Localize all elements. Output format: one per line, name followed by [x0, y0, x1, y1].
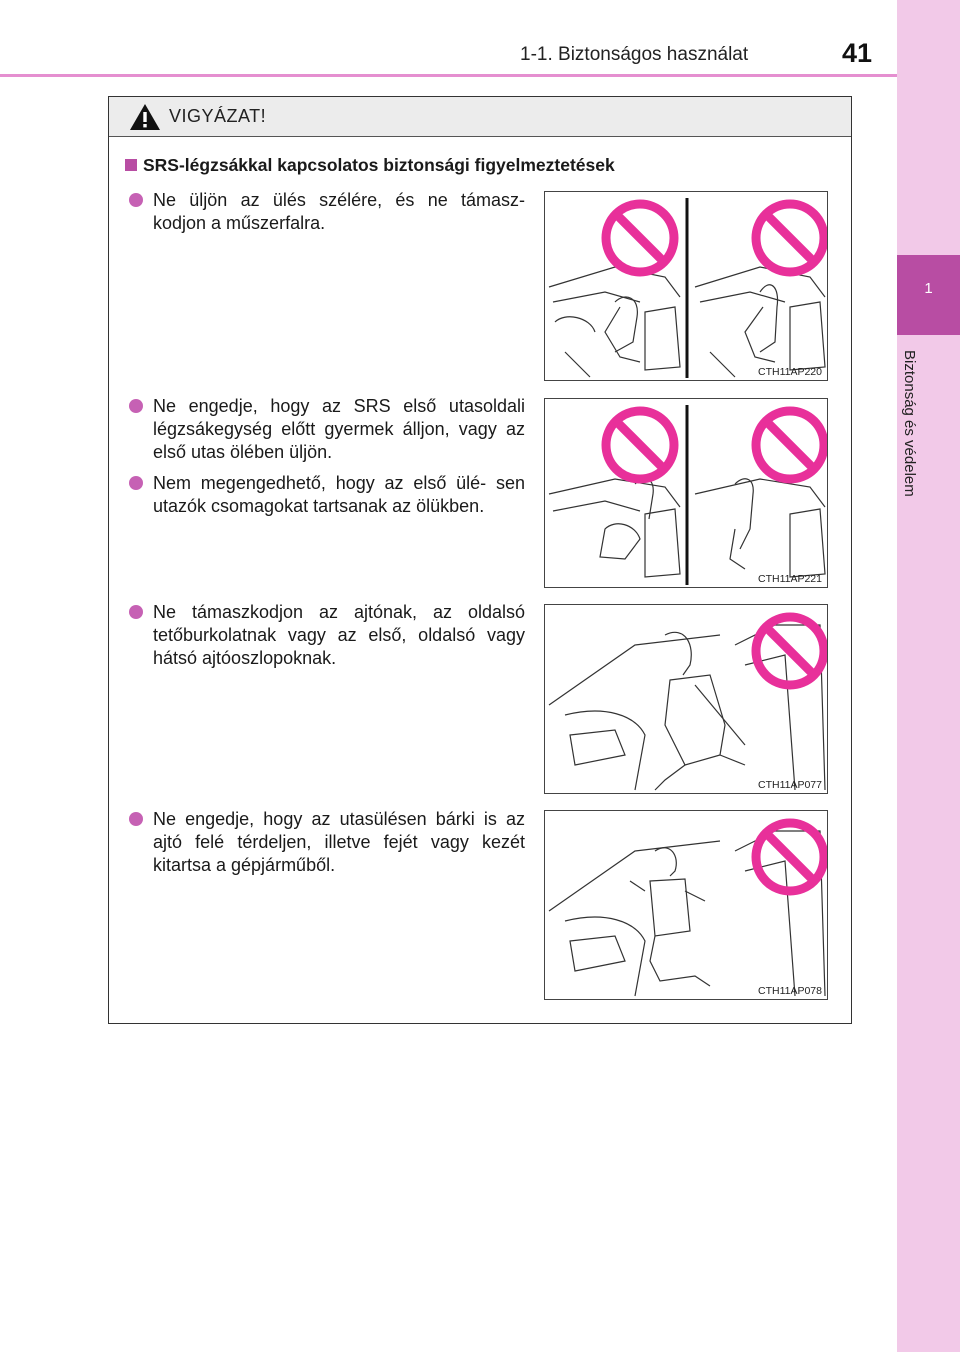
warning-header — [109, 97, 851, 137]
warning-item-text: Ne engedje, hogy az SRS első utasoldali légzsákegység előtt gyermek álljon, vagy az első utas ölében üljön. — [153, 396, 525, 462]
figure-code: CTH11AP221 — [757, 573, 822, 585]
warning-item-text: Ne üljön az ülés szélére, és ne támasz- kodjon a műszerfalra. — [153, 190, 525, 233]
warning-subheading-text: SRS-légzsákkal kapcsolatos biztonsági figyelmeztetések — [143, 155, 615, 175]
illustration-drawing — [545, 811, 828, 1000]
header-divider — [0, 74, 960, 77]
illustration-drawing — [545, 192, 828, 381]
square-bullet-icon — [125, 159, 137, 171]
chapter-number: 1 — [924, 280, 933, 297]
bullet-dot-icon — [129, 812, 143, 826]
warning-item-text: Ne támaszkodjon az ajtónak, az oldalsó tetőburkolatnak vagy az első, oldalsó vagy hátsó ajtóoszlopoknak. — [153, 602, 525, 668]
warning-item — [129, 395, 525, 464]
bullet-dot-icon — [129, 399, 143, 413]
illustration-drawing — [545, 399, 828, 588]
warning-item-text: Ne engedje, hogy az utasülésen bárki is az ajtó felé térdeljen, illetve fejét vagy kezét kitartsa a gépjárműből. — [153, 809, 525, 875]
illustration-dashboard-lean — [544, 191, 828, 381]
illustration-child-on-lap — [544, 398, 828, 588]
figure-code: CTH11AP220 — [757, 366, 822, 378]
warning-subheading — [125, 155, 615, 176]
warning-item — [129, 472, 525, 518]
illustration-kneeling-toward-door — [544, 810, 828, 1000]
warning-item — [129, 601, 525, 670]
warning-item-text: Nem megengedhető, hogy az első ülé- sen utazók csomagokat tartsanak az ölükben. — [153, 473, 525, 516]
bullet-dot-icon — [129, 605, 143, 619]
chapter-title: Biztonság és védelem — [901, 350, 918, 497]
chapter-side-band — [897, 0, 960, 1352]
warning-triangle-icon — [129, 103, 161, 131]
illustration-leaning-on-door — [544, 604, 828, 794]
warning-box — [108, 96, 852, 1024]
figure-code: CTH11AP078 — [757, 985, 822, 997]
figure-code: CTH11AP077 — [757, 779, 822, 791]
chapter-title-container — [900, 350, 930, 560]
bullet-dot-icon — [129, 476, 143, 490]
warning-title: VIGYÁZAT! — [169, 106, 267, 126]
section-title: 1-1. Biztonságos használat — [520, 44, 749, 65]
warning-item — [129, 808, 525, 877]
page-number: 41 — [842, 38, 873, 68]
warning-item — [129, 189, 525, 235]
illustration-drawing — [545, 605, 828, 794]
bullet-dot-icon — [129, 193, 143, 207]
